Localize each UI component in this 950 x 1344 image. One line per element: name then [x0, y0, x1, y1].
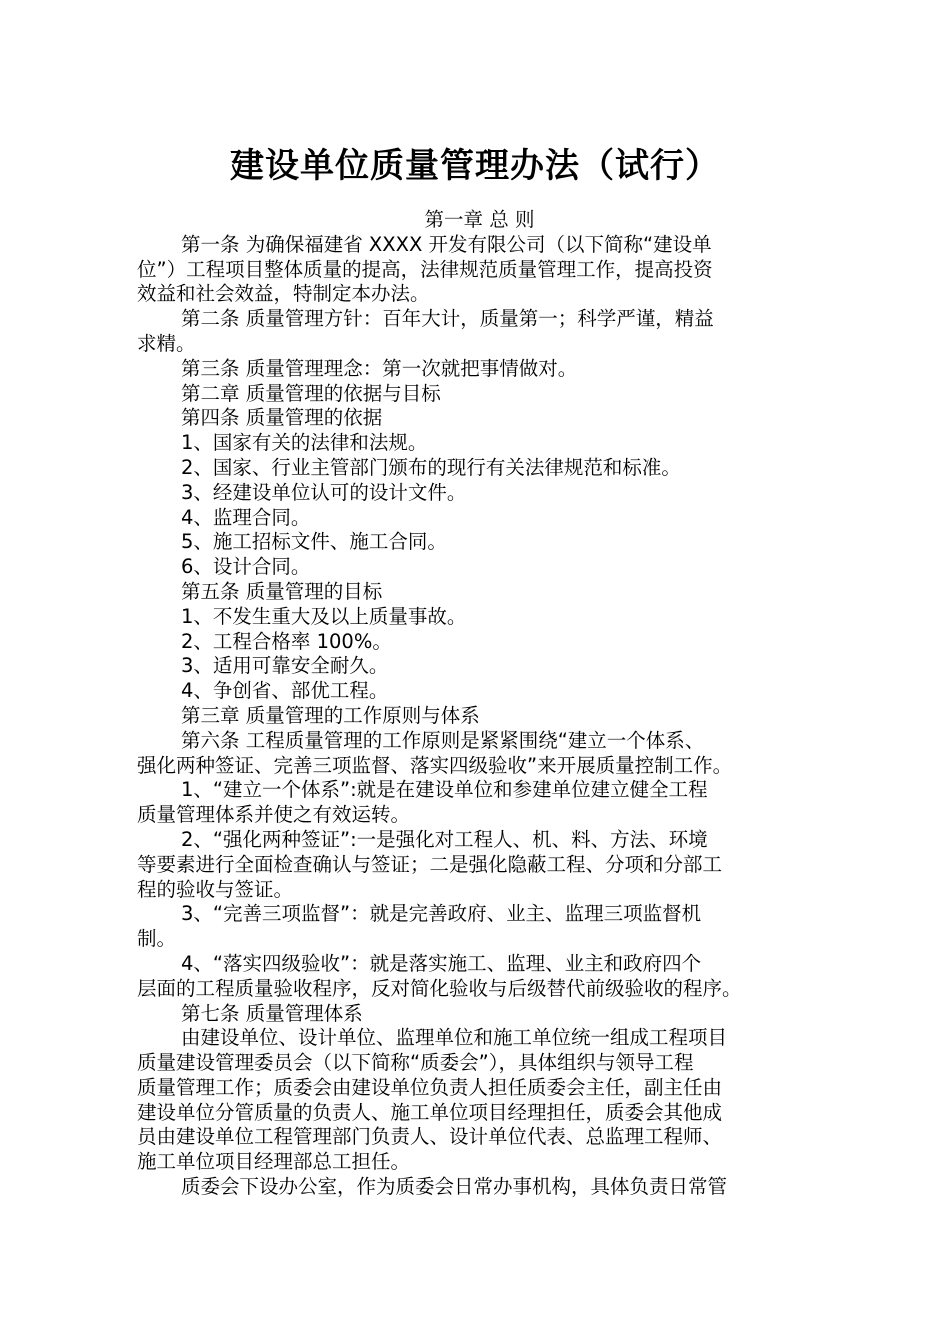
- paragraph-line: 第七条 质量管理体系: [181, 1001, 363, 1025]
- paragraph-line: 质委会下设办公室，作为质委会日常办事机构，具体负责日常管: [181, 1175, 728, 1199]
- paragraph-line: 第四条 质量管理的依据: [181, 406, 383, 430]
- paragraph-line: 2、“强化两种签证”:一是强化对工程人、机、料、方法、环境: [181, 827, 708, 851]
- document-body: [137, 208, 817, 1200]
- paragraph-line: 施工单位项目经理部总工担任。: [137, 1150, 411, 1174]
- chapter-heading-line: 第三章 质量管理的工作原则与体系: [181, 703, 480, 727]
- paragraph-line: 制。: [137, 927, 177, 951]
- paragraph-line: 程的验收与签证。: [137, 877, 294, 901]
- list-item: 3、适用可靠安全耐久。: [181, 654, 389, 678]
- list-item: 5、施工招标文件、施工合同。: [181, 530, 447, 554]
- list-item: 1、不发生重大及以上质量事故。: [181, 604, 467, 628]
- paragraph-line: 1、“建立一个体系”:就是在建设单位和参建单位建立健全工程: [181, 778, 708, 802]
- paragraph-line: 等要素进行全面检查确认与签证；二是强化隐蔽工程、分项和分部工: [137, 852, 723, 876]
- paragraph-line: 员由建设单位工程管理部门负责人、设计单位代表、总监理工程师、: [137, 1125, 723, 1149]
- paragraph-line: 位”）工程项目整体质量的提高，法律规范质量管理工作，提高投资: [137, 257, 713, 281]
- paragraph-line: 第二条 质量管理方针：百年大计，质量第一；科学严谨，精益: [181, 307, 714, 331]
- paragraph-line: 效益和社会效益，特制定本办法。: [137, 282, 430, 306]
- document-title: 建设单位质量管理办法（试行）: [230, 146, 720, 186]
- paragraph-line: 求精。: [137, 331, 196, 355]
- paragraph-line: 强化两种签证、完善三项监督、落实四级验收”来开展质量控制工作。: [137, 753, 733, 777]
- list-item: 4、争创省、部优工程。: [181, 679, 389, 703]
- paragraph-line: 质量管理体系并使之有效运转。: [137, 803, 411, 827]
- paragraph-line: 层面的工程质量验收程序，反对简化验收与后级替代前级验收的程序。: [137, 976, 742, 1000]
- paragraph-line: 质量管理工作；质委会由建设单位负责人担任质委会主任，副主任由: [137, 1075, 723, 1099]
- paragraph-line: 建设单位分管质量的负责人、施工单位项目经理担任，质委会其他成: [137, 1100, 723, 1124]
- chapter-heading-line: 第二章 质量管理的依据与目标: [181, 381, 441, 405]
- paragraph-line: 4、“落实四级验收”：就是落实施工、监理、业主和政府四个: [181, 951, 702, 975]
- list-item: 2、国家、行业主管部门颁布的现行有关法律规范和标准。: [181, 455, 681, 479]
- paragraph-line: 由建设单位、设计单位、监理单位和施工单位统一组成工程项目: [181, 1026, 728, 1050]
- list-item: 4、监理合同。: [181, 505, 311, 529]
- chapter-heading: 第一章 总 则: [424, 208, 535, 231]
- list-item: 1、国家有关的法律和法规。: [181, 431, 428, 455]
- paragraph-line: 第三条 质量管理理念：第一次就把事情做对。: [181, 356, 578, 380]
- paragraph-line: 3、“完善三项监督”：就是完善政府、业主、监理三项监督机: [181, 902, 702, 926]
- paragraph-line: 第六条 工程质量管理的工作原则是紧紧围绕“建立一个体系、: [181, 728, 705, 752]
- paragraph-line: 第五条 质量管理的目标: [181, 579, 383, 603]
- list-item: 6、设计合同。: [181, 555, 311, 579]
- paragraph-line: 质量建设管理委员会（以下简称“质委会”），具体组织与领导工程: [137, 1051, 694, 1075]
- list-item: 3、经建设单位认可的设计文件。: [181, 480, 467, 504]
- paragraph-line: 第一条 为确保福建省 XXXX 开发有限公司（以下简称“建设单: [181, 232, 712, 256]
- list-item: 2、工程合格率 100%。: [181, 629, 392, 653]
